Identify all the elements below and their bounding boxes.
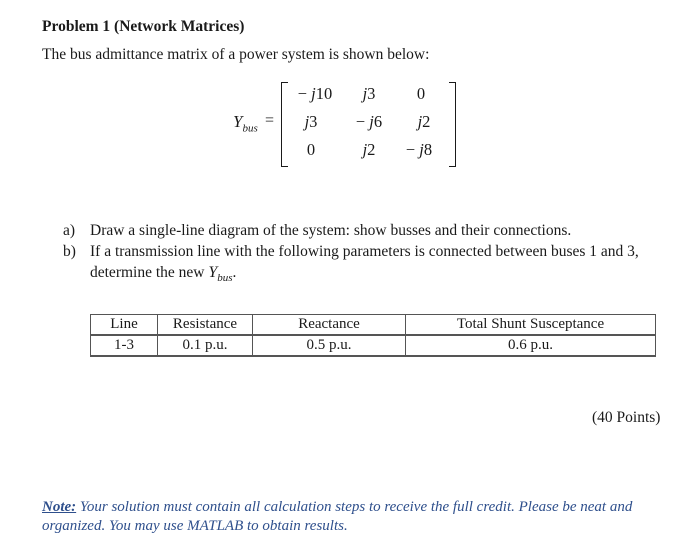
table-cell-reactance: 0.5 p.u.: [253, 335, 406, 356]
note-text: Your solution must contain all calculation steps to receive the full credit. Please be neat and: [79, 499, 633, 515]
note-line2: organized. You may use MATLAB to obtain results.: [42, 518, 348, 534]
table-header-shunt-susceptance: Total Shunt Susceptance: [406, 315, 656, 336]
matrix-cell-r3c1: 0: [306, 140, 316, 159]
table-header-row: [91, 315, 656, 336]
matrix-lhs-symbol: Y: [233, 112, 243, 131]
matrix-cell-r2c1: j3: [304, 112, 318, 131]
matrix-cell-r1c3: 0: [416, 84, 426, 103]
table-cell-shunt-susceptance: 0.6 p.u.: [406, 335, 656, 356]
note-line1: [42, 498, 664, 517]
matrix-cell-r3c3: − j8: [405, 140, 433, 159]
matrix-cell-r3c2: j2: [362, 140, 376, 159]
matrix-cell-r1c1: − j10: [297, 84, 333, 103]
table-cell-line: 1-3: [91, 335, 158, 356]
problem-title: Problem 1 (Network Matrices): [42, 18, 245, 35]
matrix-lhs: [233, 112, 258, 134]
question-a-marker: a): [63, 222, 76, 239]
note-lead: Note:: [42, 499, 77, 515]
matrix-cell-r2c2: − j6: [355, 112, 383, 131]
question-b-ybus-subscript: bus: [217, 272, 233, 285]
question-b-marker: b): [63, 243, 76, 260]
table-header-resistance: Resistance: [158, 315, 253, 336]
question-b-line2-prefix: determine the new: [90, 264, 209, 281]
matrix-lhs-subscript: bus: [242, 122, 258, 135]
table-row: [91, 335, 656, 356]
matrix-cell-r1c2: j3: [362, 84, 376, 103]
matrix-equals: =: [265, 112, 275, 129]
table-cell-resistance: 0.1 p.u.: [158, 335, 253, 356]
question-a-text: Draw a single-line diagram of the system: show busses and their connections.: [90, 222, 572, 239]
points-label: (40 Points): [592, 409, 661, 426]
table-header-line: Line: [91, 315, 158, 336]
question-b-text: If a transmission line with the following parameters is connected between buses 1 and 3,: [90, 243, 639, 260]
matrix-cell-r2c3: j2: [417, 112, 431, 131]
question-b-ybus-symbol: Y: [208, 264, 218, 281]
question-b-line2-suffix: .: [232, 264, 237, 281]
line-parameters-table: [90, 314, 656, 357]
table-header-reactance: Reactance: [253, 315, 406, 336]
problem-intro: The bus admittance matrix of a power system is shown below:: [42, 46, 430, 63]
question-b-text-line2: [90, 264, 236, 284]
